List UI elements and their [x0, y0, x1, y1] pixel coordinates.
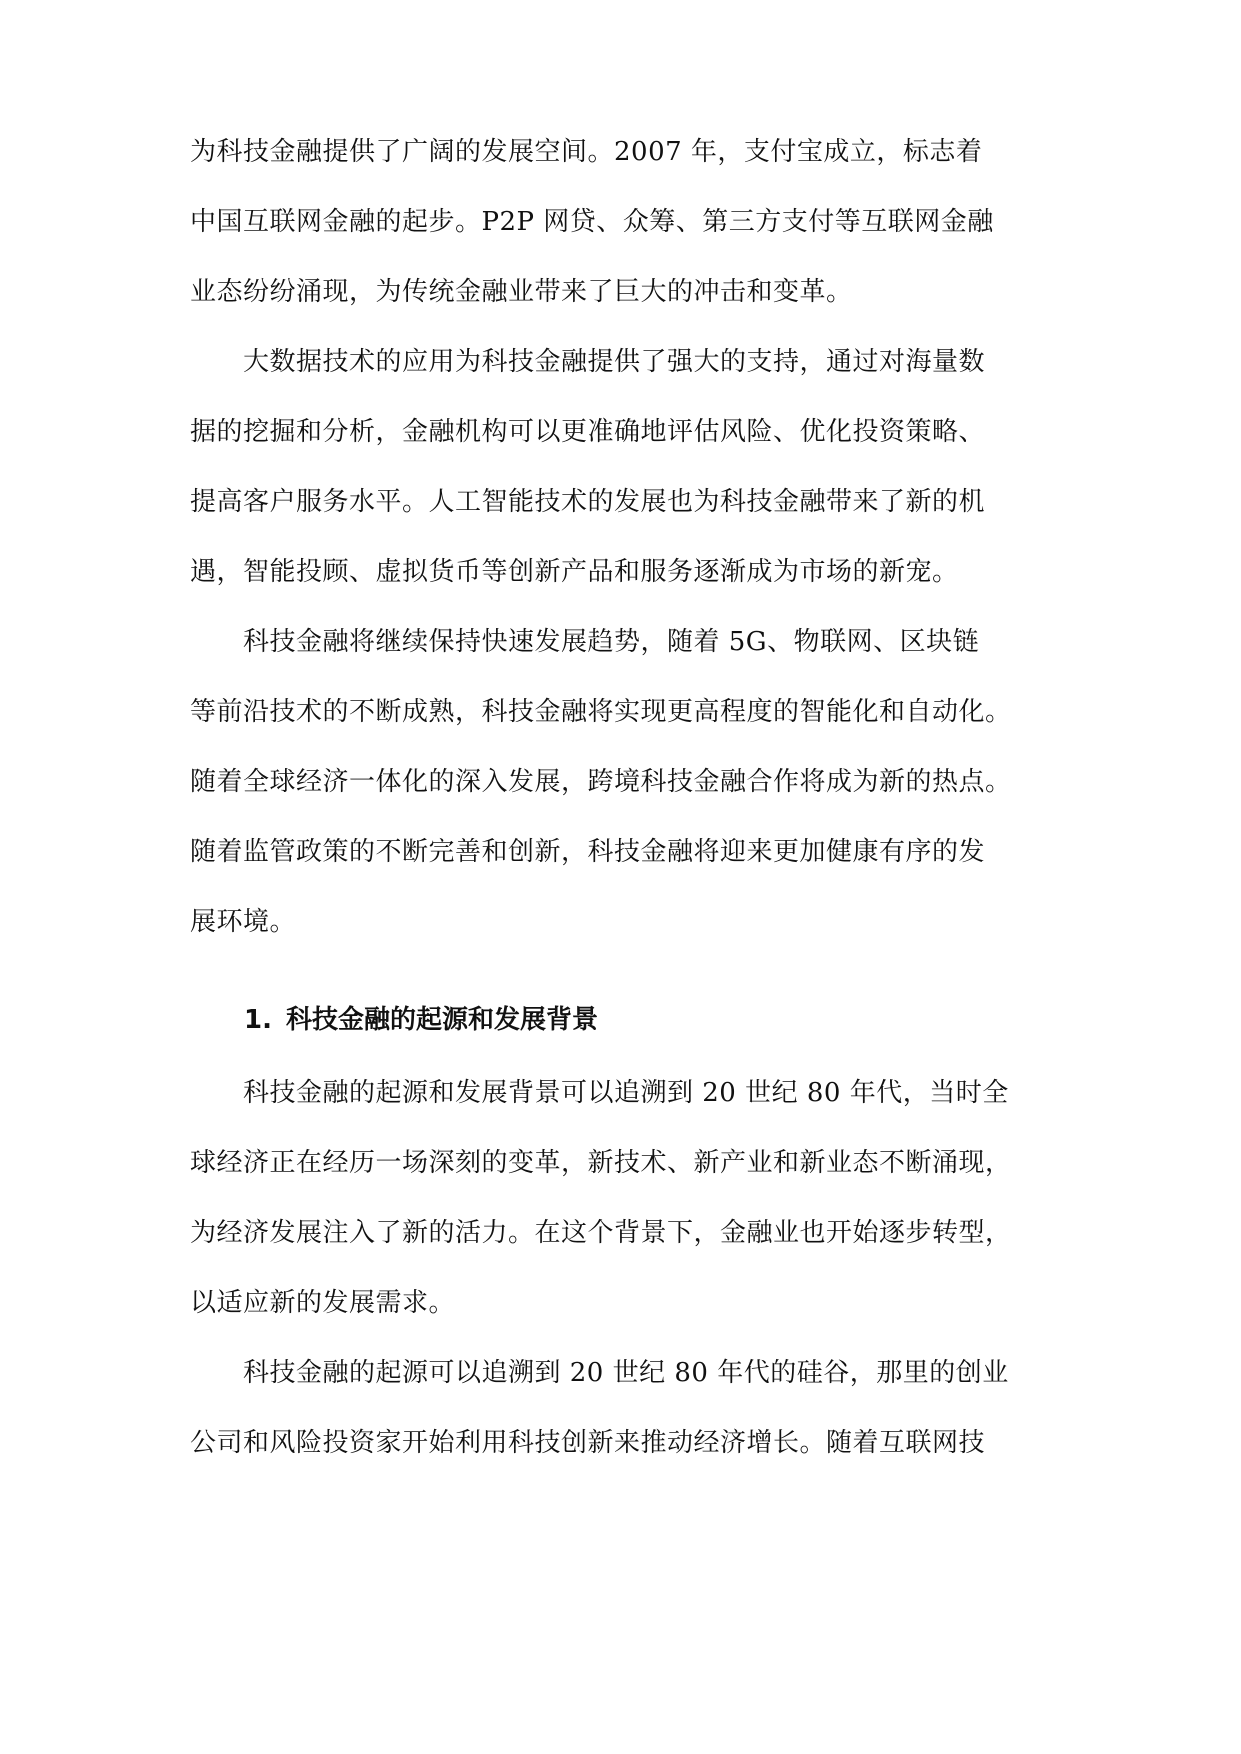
text-line: 公司和风险投资家开始利用科技创新来推动经济增长。随着互联网技 — [190, 1428, 986, 1458]
text-line: 科技金融将继续保持快速发展趋势，随着 5G、物联网、区块链 — [190, 627, 980, 657]
text-line: 科技金融的起源可以追溯到 20 世纪 80 年代的硅谷，那里的创业 — [190, 1358, 1009, 1388]
text-line: 为经济发展注入了新的活力。在这个背景下，金融业也开始逐步转型， — [190, 1218, 1012, 1248]
section-heading — [244, 1000, 598, 1040]
text-line: 提高客户服务水平。人工智能技术的发展也为科技金融带来了新的机 — [190, 487, 986, 517]
text-line: 随着全球经济一体化的深入发展，跨境科技金融合作将成为新的热点。 — [190, 767, 1012, 797]
text-line: 球经济正在经历一场深刻的变革，新技术、新产业和新业态不断涌现， — [190, 1148, 1012, 1178]
text-line: 遇，智能投顾、虚拟货币等创新产品和服务逐渐成为市场的新宠。 — [190, 557, 959, 587]
section-number: 1. — [244, 1005, 272, 1035]
text-line: 业态纷纷涌现，为传统金融业带来了巨大的冲击和变革。 — [190, 277, 853, 307]
text-line: 为科技金融提供了广阔的发展空间。2007 年，支付宝成立，标志着 — [190, 137, 983, 167]
text-line: 中国互联网金融的起步。P2P 网贷、众筹、第三方支付等互联网金融 — [190, 207, 994, 237]
text-line: 以适应新的发展需求。 — [190, 1288, 456, 1318]
text-line: 大数据技术的应用为科技金融提供了强大的支持，通过对海量数 — [190, 347, 986, 377]
text-line: 展环境。 — [190, 907, 297, 937]
text-line: 等前沿技术的不断成熟，科技金融将实现更高程度的智能化和自动化。 — [190, 697, 1012, 727]
section-title: 科技金融的起源和发展背景 — [286, 1005, 599, 1035]
text-line: 科技金融的起源和发展背景可以追溯到 20 世纪 80 年代，当时全 — [190, 1078, 1009, 1108]
text-line: 随着监管政策的不断完善和创新，科技金融将迎来更加健康有序的发 — [190, 837, 986, 867]
text-line: 据的挖掘和分析，金融机构可以更准确地评估风险、优化投资策略、 — [190, 417, 986, 447]
